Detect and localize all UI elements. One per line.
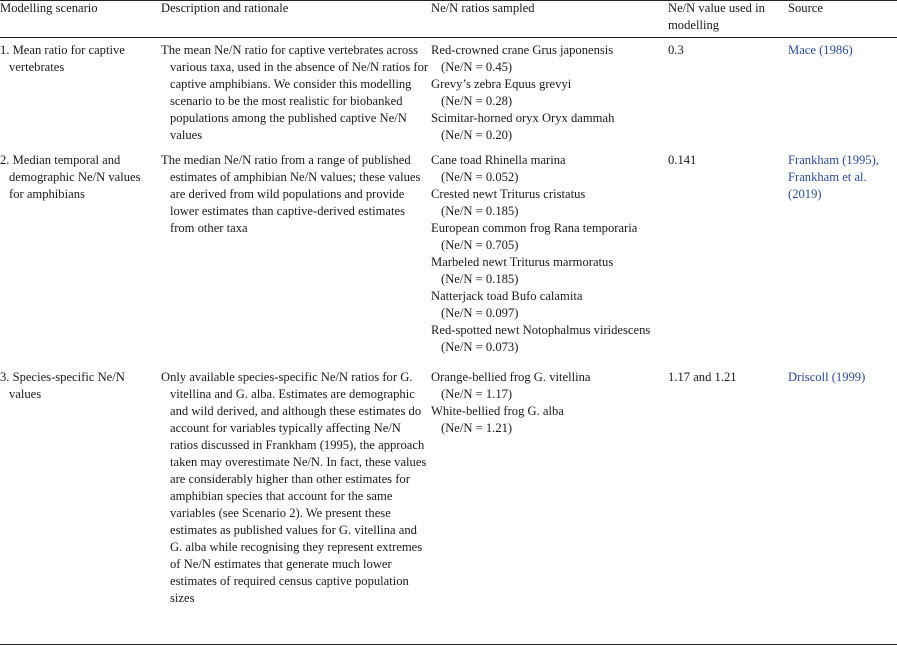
header-ratios-text: Ne/N ratios sampled — [431, 1, 535, 15]
row2-species-list — [431, 152, 666, 356]
row3-description-text: Only available species-specific Ne/N ratios for G. vitellina and G. alba. Estimates are demographic and wild derived, and although these estimates do account for variables typically affecting Ne/N ratios discussed in Frankham (1995), the approach taken may overestimate Ne/N. In fact, these values are considerably higher than other estimates for amphibian species that account for the same variables (see Scenario 2). We present these estimates as published values for G. vitellina and G. alba while recognising they represent extremes of Ne/N estimates that generate much lower estimates of required census captive population sizes — [161, 370, 427, 605]
row2-value-text: 0.141 — [668, 153, 697, 167]
species-name: Natterjack toad Bufo calamita — [431, 289, 583, 303]
row1-source — [788, 42, 897, 59]
header-source-text: Source — [788, 1, 823, 15]
species-ratio: (Ne/N = 0.705) — [441, 238, 519, 252]
species-name: Orange-bellied frog G. vitellina — [431, 370, 591, 384]
row1-species-list — [431, 42, 666, 144]
species-ratio: (Ne/N = 0.28) — [441, 94, 513, 108]
row2-scenario-text: 2. Median temporal and demographic Ne/N values for amphibians — [0, 153, 141, 201]
header-description — [161, 0, 431, 17]
row1-value-text: 0.3 — [668, 43, 684, 57]
row2-source — [788, 152, 897, 203]
species-ratio: (Ne/N = 0.097) — [441, 306, 519, 320]
row3-scenario — [0, 369, 150, 403]
row3-value — [668, 369, 783, 386]
list-item — [431, 76, 666, 110]
species-name: Grevy’s zebra Equus grevyi — [431, 77, 572, 91]
row1-source-link[interactable]: Mace (1986) — [788, 43, 853, 57]
species-ratio: (Ne/N = 0.20) — [441, 128, 513, 142]
row3-description — [161, 369, 431, 607]
species-ratio: (Ne/N = 0.45) — [441, 60, 513, 74]
row3-species-list — [431, 369, 666, 437]
list-item — [431, 403, 666, 437]
list-item — [431, 369, 666, 403]
list-item — [431, 42, 666, 76]
row3-scenario-text: 3. Species-specific Ne/N values — [0, 370, 125, 401]
table-bottom-rule — [0, 644, 897, 645]
header-scenario-text: Modelling scenario — [0, 1, 98, 15]
row2-scenario — [0, 152, 150, 203]
species-ratio: (Ne/N = 1.21) — [441, 421, 513, 435]
list-item — [431, 152, 666, 186]
species-name: Red-spotted newt Notophalmus viridescens — [431, 323, 651, 337]
species-ratio: (Ne/N = 0.052) — [441, 170, 519, 184]
row1-value — [668, 42, 783, 59]
species-name: European common frog Rana temporaria — [431, 221, 638, 235]
header-value-text: Ne/N value used in modelling — [668, 1, 765, 32]
species-name: Red-crowned crane Grus japonensis — [431, 43, 614, 57]
row1-scenario — [0, 42, 150, 76]
list-item — [431, 110, 666, 144]
header-description-text: Description and rationale — [161, 1, 289, 15]
row1-description-text: The mean Ne/N ratio for captive vertebrates across various taxa, used in the absence of Ne/N ratios for captive amphibians. We consider this modelling scenario to be the most realistic for biobanked populations among the published captive Ne/N values — [161, 43, 429, 142]
row1-description — [161, 42, 431, 144]
species-name: Scimitar-horned oryx Oryx dammah — [431, 111, 615, 125]
species-name: Crested newt Triturus cristatus — [431, 187, 586, 201]
header-scenario — [0, 0, 150, 17]
row2-source-link[interactable]: Frankham (1995), Frankham et al. (2019) — [788, 153, 879, 201]
row3-value-text: 1.17 and 1.21 — [668, 370, 737, 384]
list-item — [431, 220, 666, 254]
species-name: White-bellied frog G. alba — [431, 404, 564, 418]
species-name: Marbeled newt Triturus marmoratus — [431, 255, 614, 269]
row2-value — [668, 152, 783, 169]
row3-source-link[interactable]: Driscoll (1999) — [788, 370, 866, 384]
list-item — [431, 254, 666, 288]
list-item — [431, 186, 666, 220]
header-source — [788, 0, 897, 17]
species-name: Cane toad Rhinella marina — [431, 153, 566, 167]
species-ratio: (Ne/N = 0.073) — [441, 340, 519, 354]
list-item — [431, 322, 666, 356]
row1-scenario-text: 1. Mean ratio for captive vertebrates — [0, 43, 125, 74]
header-rule — [0, 37, 897, 38]
list-item — [431, 288, 666, 322]
row3-source — [788, 369, 897, 386]
species-ratio: (Ne/N = 1.17) — [441, 387, 513, 401]
row2-description — [161, 152, 431, 237]
header-value — [668, 0, 768, 34]
header-ratios — [431, 0, 666, 17]
row2-description-text: The median Ne/N ratio from a range of published estimates of amphibian Ne/N values; these values are derived from wild populations and provide lower estimates than captive-derived estimates from other taxa — [161, 153, 421, 235]
species-ratio: (Ne/N = 0.185) — [441, 204, 519, 218]
species-ratio: (Ne/N = 0.185) — [441, 272, 519, 286]
